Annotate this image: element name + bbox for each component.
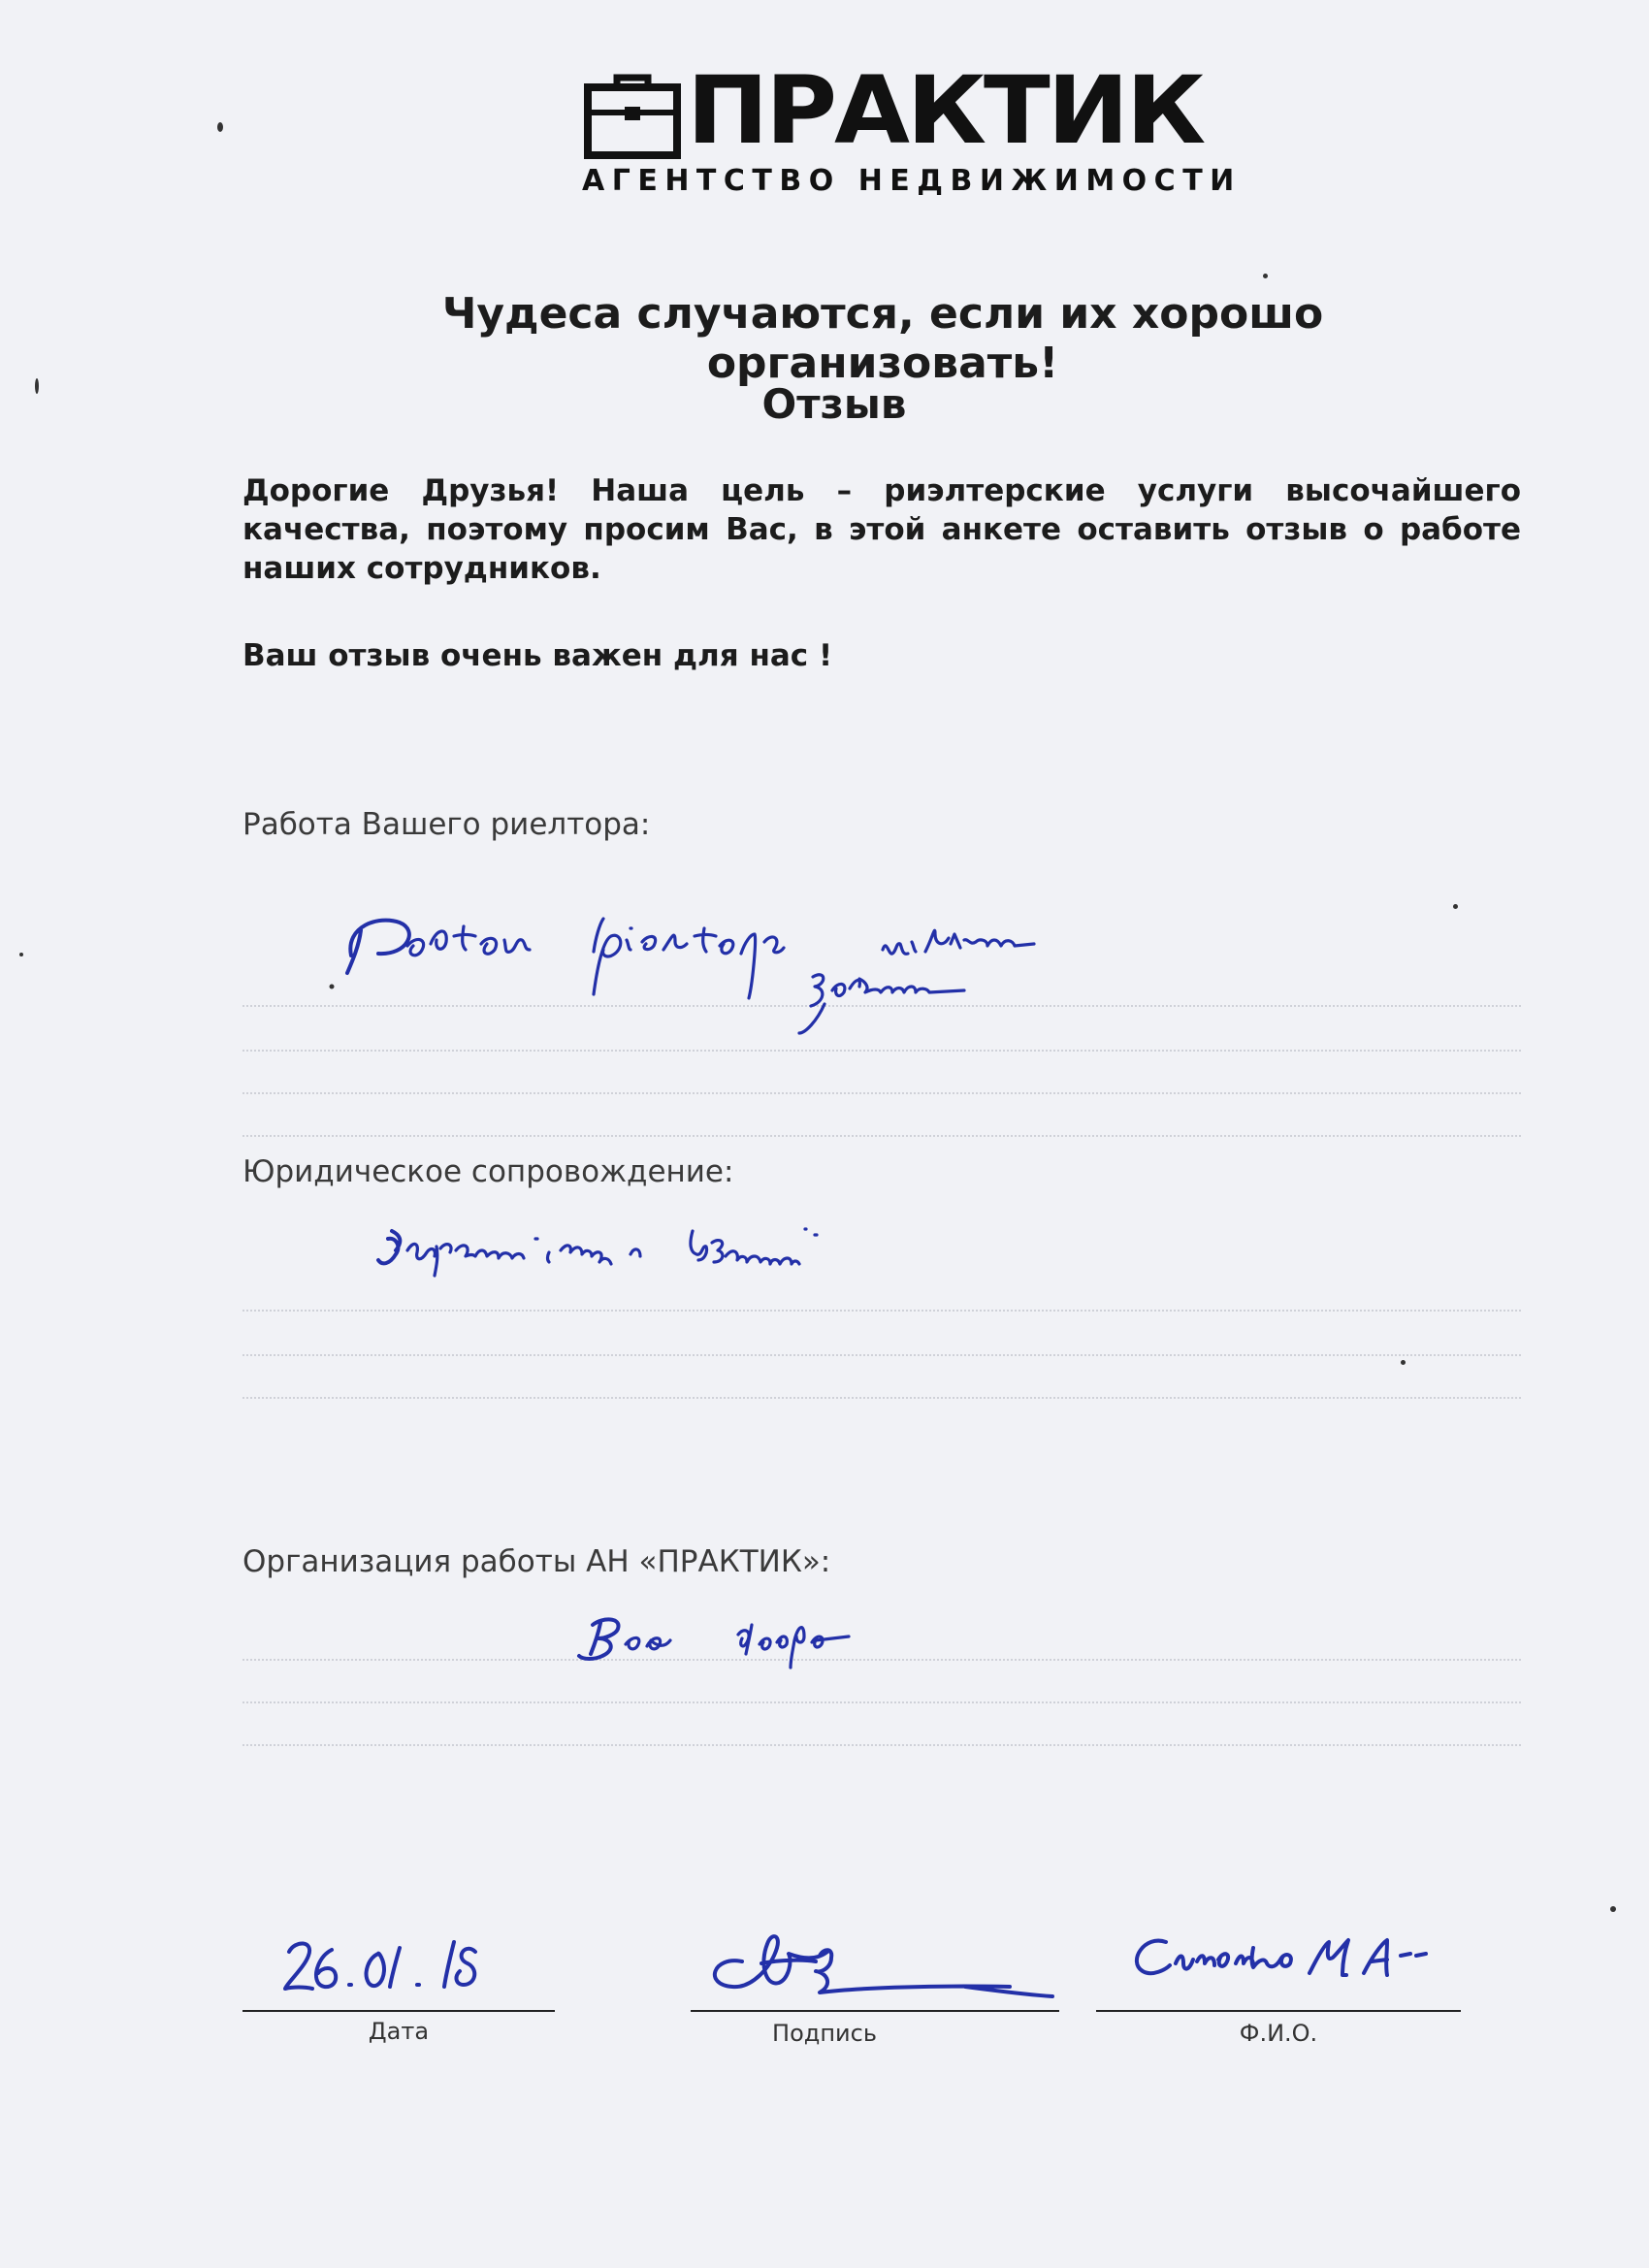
logo-subtitle: АГЕНТСТВО НЕДВИЖИМОСТИ <box>582 164 1242 198</box>
signature-caption: Подпись <box>772 2020 877 2047</box>
signature-line <box>691 2010 1059 2012</box>
scan-speck <box>1263 274 1268 278</box>
answer-line <box>242 1050 1521 1052</box>
answer-line <box>242 1092 1521 1094</box>
scan-speck <box>1453 904 1458 909</box>
slogan: Чудеса случаются, если их хорошо организовать! <box>441 289 1324 388</box>
section-label-organization: Организация работы АН «ПРАКТИК»: <box>242 1544 831 1579</box>
handwritten-name <box>1125 1923 1465 2010</box>
scan-speck <box>1610 1906 1616 1912</box>
handwritten-legal-answer <box>378 1217 1135 1295</box>
answer-line <box>242 1310 1521 1312</box>
answer-line <box>242 1354 1521 1356</box>
handwritten-organization-answer <box>577 1605 888 1683</box>
section-label-legal: Юридическое сопровождение: <box>242 1154 734 1189</box>
date-line <box>242 2010 555 2012</box>
name-caption: Ф.И.О. <box>1239 2020 1318 2047</box>
handwritten-realtor-answer <box>340 897 1096 1043</box>
intro-note: Ваш отзыв очень важен для нас ! <box>242 638 833 673</box>
scan-speck <box>19 953 23 956</box>
name-line <box>1096 2010 1461 2012</box>
answer-line <box>242 1701 1521 1703</box>
answer-line <box>242 1397 1521 1399</box>
answer-line <box>242 1135 1521 1137</box>
signature-image <box>703 1921 1062 2018</box>
scan-speck <box>217 122 223 132</box>
logo-name: ПРАКТИК <box>687 56 1204 165</box>
briefcase-icon <box>584 74 681 159</box>
page-title: Отзыв <box>761 380 907 428</box>
date-caption: Дата <box>368 2018 430 2045</box>
agency-logo <box>582 56 1242 206</box>
intro-paragraph: Дорогие Друзья! Наша цель – риэлтерские услуги высочайшего качества, поэтому просим Вас, в этой анкете оставить отзыв о работе наших сотрудников. <box>242 473 1521 586</box>
answer-line <box>242 1744 1521 1746</box>
scan-speck <box>1401 1360 1406 1365</box>
section-label-realtor: Работа Вашего риелтора: <box>242 807 651 842</box>
handwritten-date <box>281 1930 514 2008</box>
scan-speck <box>35 378 39 394</box>
